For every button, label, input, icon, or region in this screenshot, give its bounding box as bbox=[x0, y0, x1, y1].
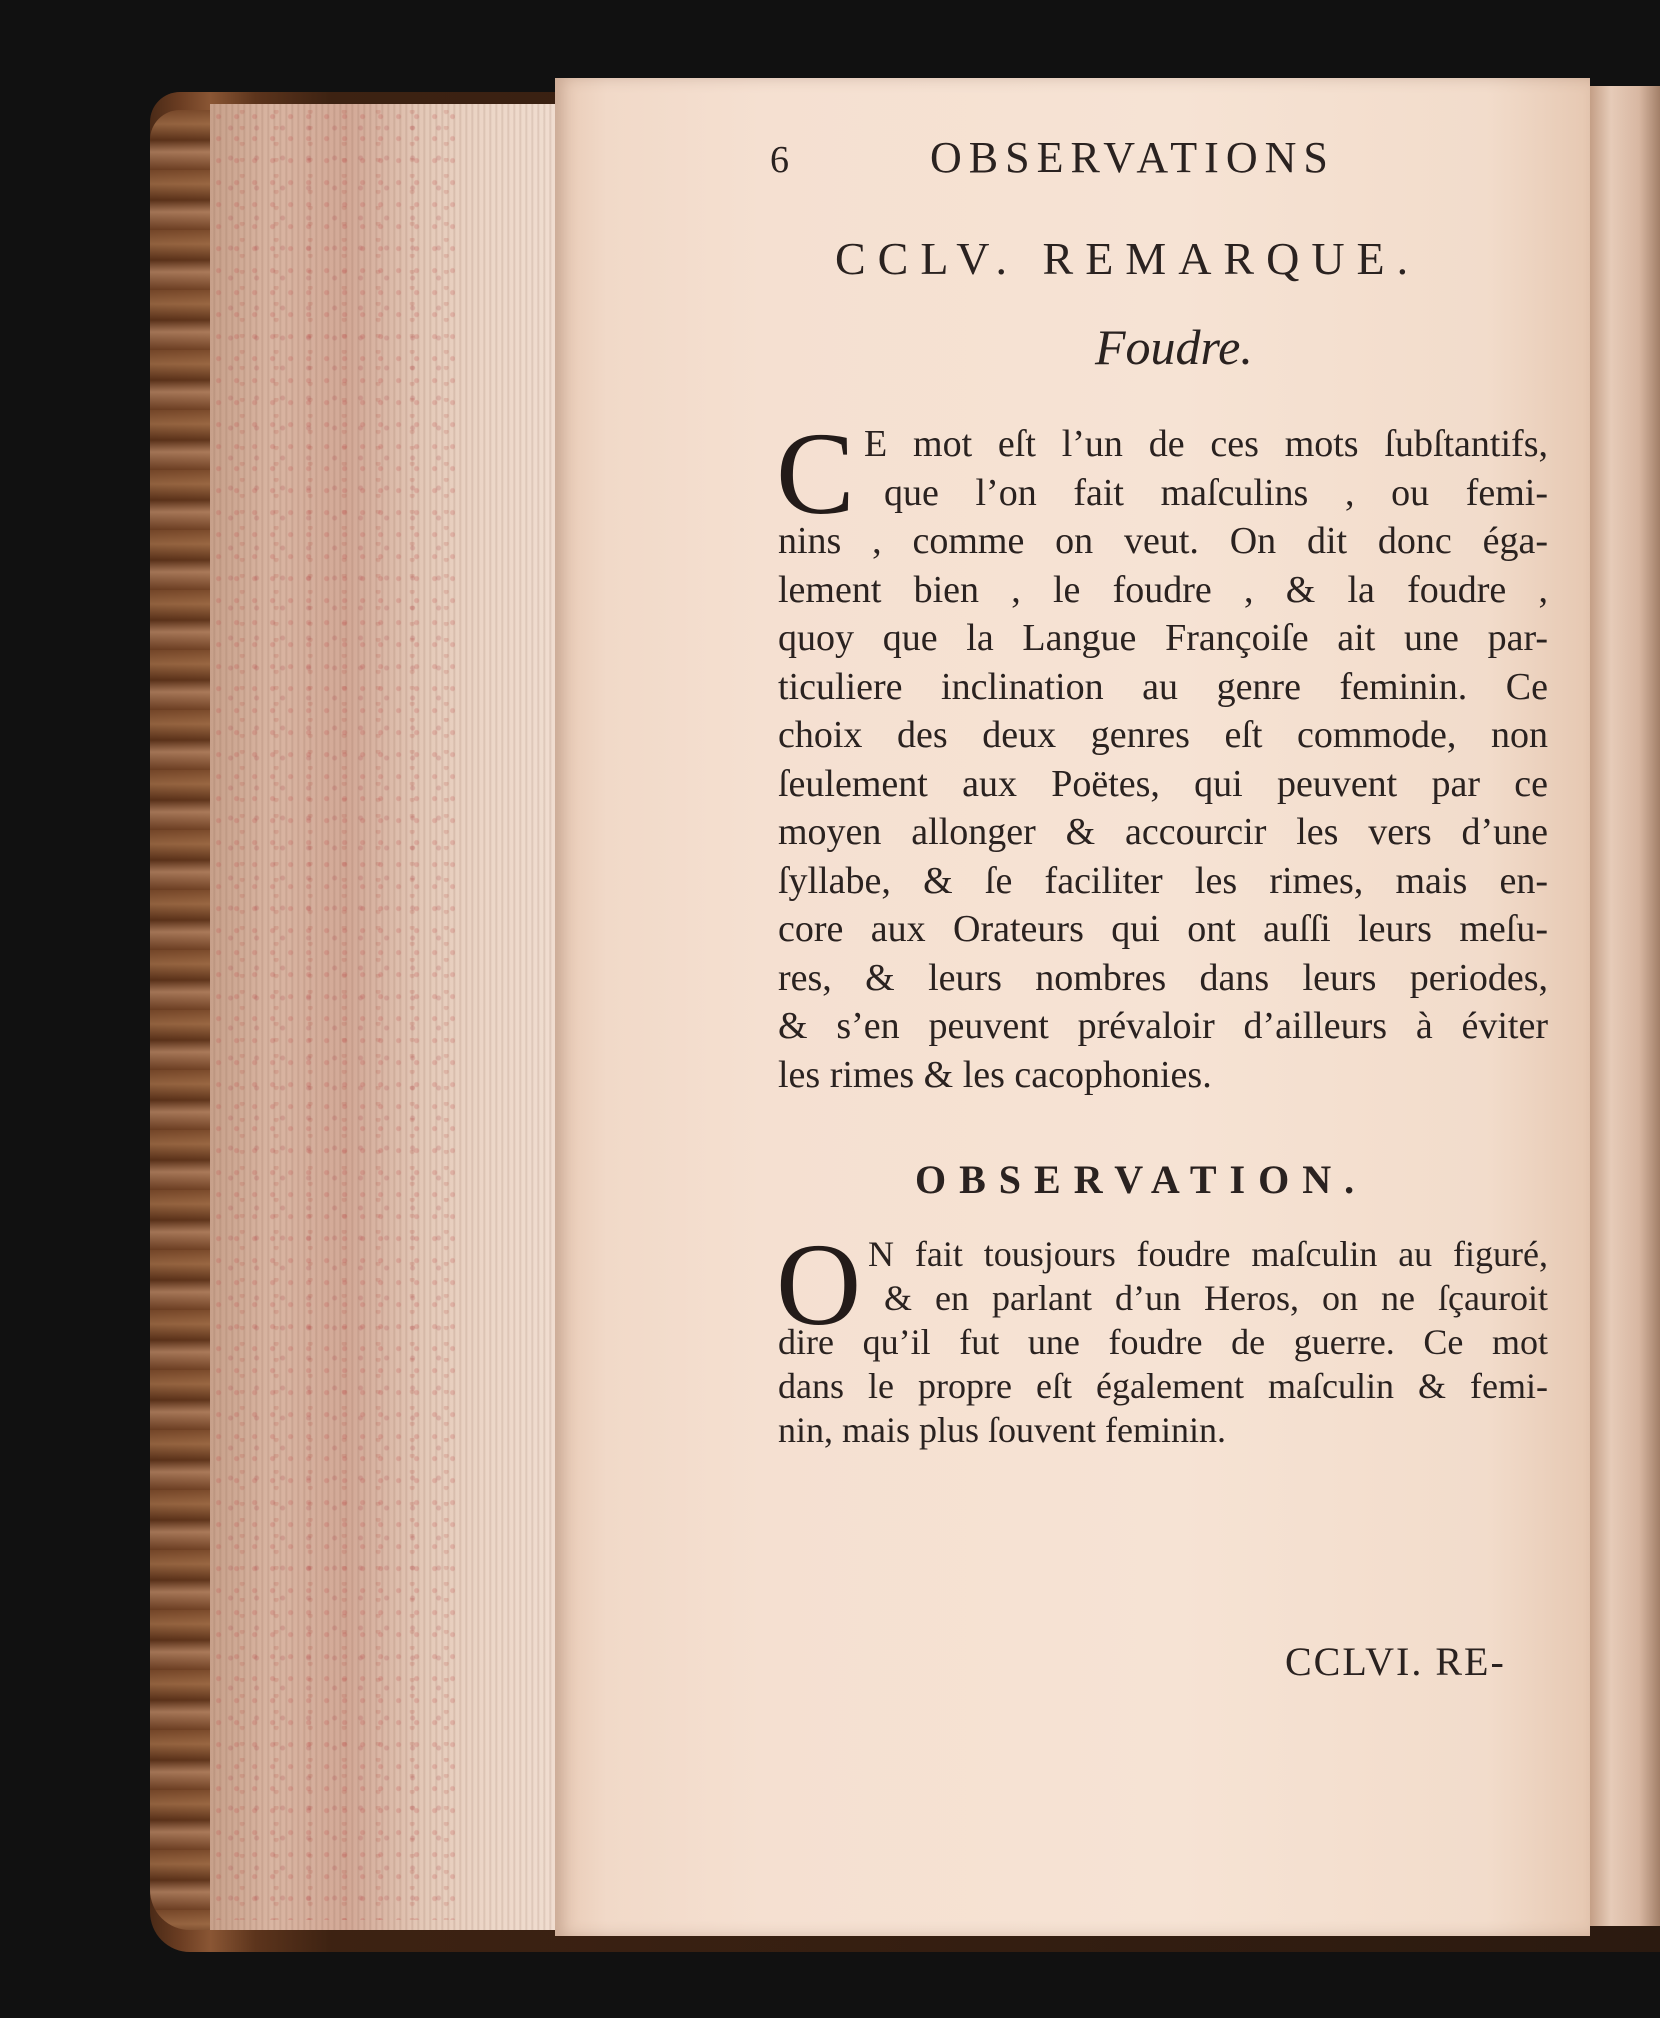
observation-line: dans le propre eſt également maſculin & femi- bbox=[778, 1366, 1548, 1406]
remark-line: & s’en peuvent prévaloir d’ailleurs à éviter bbox=[778, 1005, 1548, 1047]
running-head: OBSERVATIONS bbox=[930, 133, 1335, 182]
remark-line: que l’on fait maſculins , ou femi- bbox=[884, 471, 1548, 514]
remark-subject: Foudre. bbox=[1095, 319, 1253, 375]
remark-line: les rimes & les cacophonies. bbox=[778, 1053, 1212, 1096]
remark-line: res, & leurs nombres dans leurs periodes, bbox=[778, 956, 1548, 999]
observation-heading: OBSERVATION. bbox=[915, 1157, 1368, 1202]
remark-line: E mot eſt l’un de ces mots ſubſtantifs, bbox=[864, 423, 1548, 465]
remark-line: quoy que la Langue Françoiſe ait une par- bbox=[778, 617, 1548, 659]
facing-page-edge bbox=[1590, 86, 1660, 1926]
sprinkled-edge bbox=[215, 110, 455, 1920]
page-number: 6 bbox=[770, 139, 789, 181]
observation-line: & en parlant d’un Heros, on ne ſçauroit bbox=[884, 1278, 1548, 1318]
observation-line: N fait tousjours foudre maſculin au figuré, bbox=[868, 1234, 1548, 1274]
remark-line: nins , comme on veut. On dit donc éga- bbox=[778, 520, 1548, 562]
remark-line: ticuliere inclination au genre feminin. Ce bbox=[778, 665, 1548, 708]
remark-line: moyen allonger & accourcir les vers d’une bbox=[778, 811, 1548, 853]
observation-line: dire qu’il fut une foudre de guerre. Ce mot bbox=[778, 1322, 1548, 1362]
remark-heading: CCLV. REMARQUE. bbox=[835, 233, 1421, 284]
remark-dropcap: C bbox=[776, 408, 855, 539]
observation-line: nin, mais plus ſouvent feminin. bbox=[778, 1410, 1226, 1450]
remark-line: core aux Orateurs qui ont auſſi leurs meſu- bbox=[778, 908, 1548, 950]
remark-line: ſyllabe, & ſe faciliter les rimes, mais en- bbox=[778, 859, 1548, 902]
observation-dropcap: O bbox=[776, 1219, 862, 1350]
catchword: CCLVI. RE- bbox=[1285, 1639, 1506, 1684]
observation-paragraph bbox=[778, 1232, 1548, 1452]
remark-paragraph bbox=[778, 420, 1548, 1099]
remark-line: choix des deux genres eſt commode, non bbox=[778, 714, 1548, 756]
remark-line: lement bien , le foudre , & la foudre , bbox=[778, 568, 1548, 611]
remark-line: ſeulement aux Poëtes, qui peuvent par ce bbox=[778, 762, 1548, 805]
